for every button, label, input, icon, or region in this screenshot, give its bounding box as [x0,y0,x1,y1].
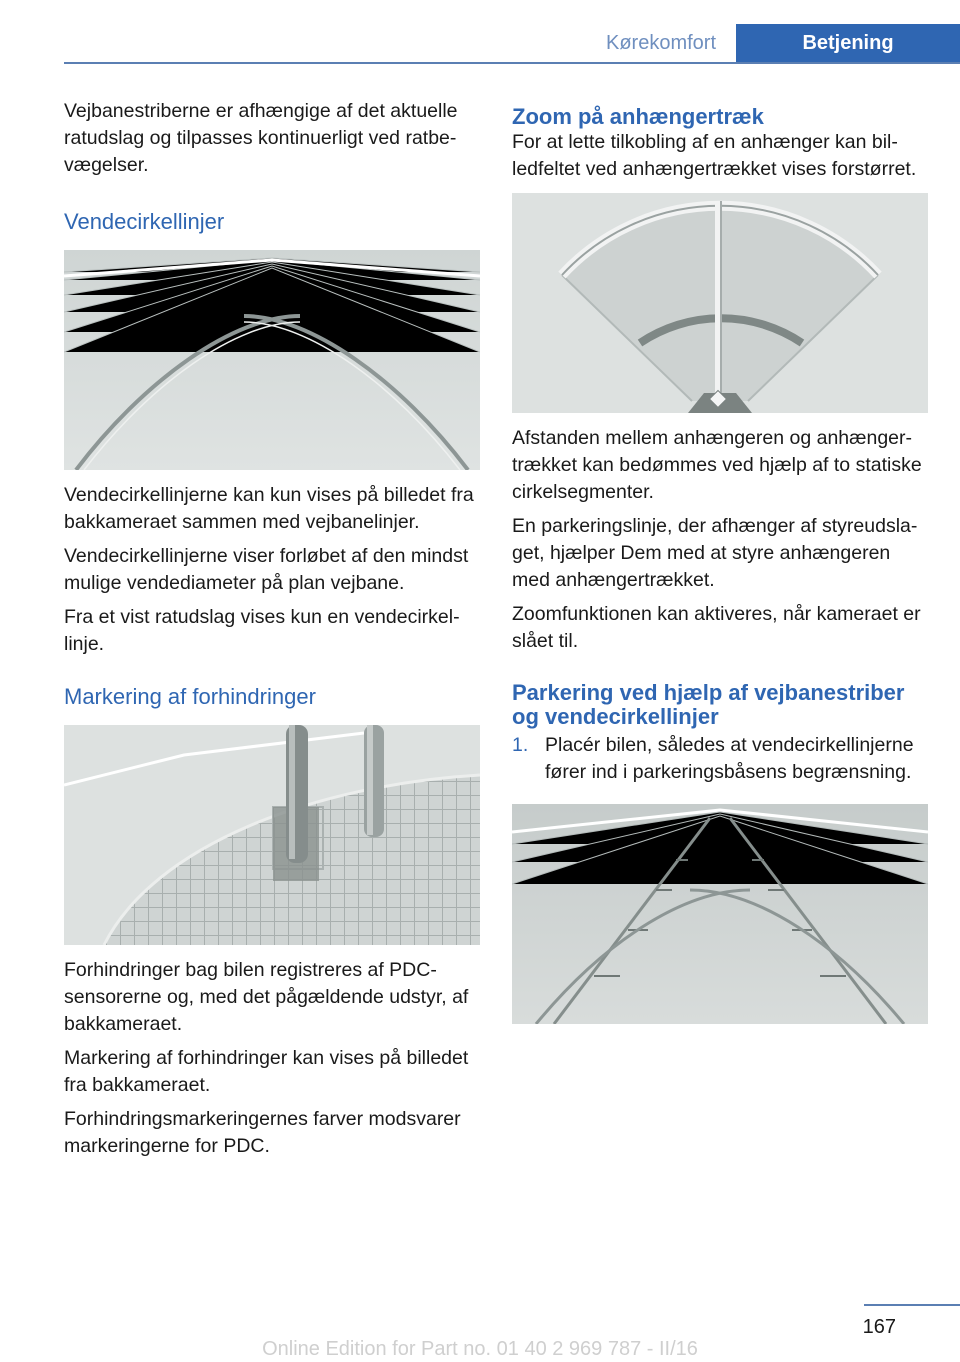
header-chapter-tab: Betjening [736,24,960,62]
edition-footer: Online Edition for Part no. 01 40 2 969 787 - II/16 [262,1338,698,1360]
intro-paragraph: Vejbanestriberne er afhængige af det aktuelle ratudslag og tilpasses kontinuerligt ved ratbevægelser. [64,100,458,176]
footer-rule [864,1304,960,1306]
turning-circle-paragraph: Fra et vist ratudslag vises kun en vendecirkellinje. [64,606,460,655]
turning-circle-paragraph: Vendecirkellinjerne kan kun vises på billedet fra bakkameraet sammen med vejbanelinjer. [64,484,474,533]
zoom-intro: For at lette tilkobling af en anhænger kan billedfeltet ved anhængertrækket vises forstørret. [512,131,917,180]
left-column [64,98,480,1167]
obstacle-marking-figure [64,725,480,945]
obstacle-marking-paragraph: Forhindringsmarkeringernes farver modsvarer markeringerne for PDC. [64,1108,461,1157]
zoom-paragraph: Afstanden mellem anhængeren og anhængertrækket kan bedømmes ved hjælp af to statiske cirkelsegmenter. [512,427,922,503]
trailer-hitch-zoom-figure [512,193,928,413]
turning-circle-paragraph: Vendecirkellinjerne viser forløbet af den mindst mulige vendediameter på plan vejbane. [64,545,469,594]
obstacle-marking-paragraph: Markering af forhindringer kan vises på billedet fra bakkameraet. [64,1047,469,1096]
header-rule [64,62,960,64]
parking-heading: Parkering ved hjælp af vejbanestriber og vendecirkellinjer [512,680,905,729]
list-item [512,732,928,786]
header-section-tab: Kørekomfort [605,32,717,54]
step-text: Placér bilen, således at vendecirkellinjerne fører ind i parkeringsbåsens begrænsning. [545,734,914,783]
turning-circle-heading: Vendecirkellinjer [64,209,225,234]
step-number: 1. [512,734,529,756]
zoom-heading: Zoom på anhængertræk [512,104,764,129]
parking-steps-list [512,732,928,786]
obstacle-marking-paragraph: Forhindringer bag bilen registreres af PDC-sensorerne og, med det pågældende udstyr, af bakkameraet. [64,959,469,1035]
parking-lines-figure [512,804,928,1024]
page-number: 167 [862,1316,896,1338]
obstacle-marking-heading: Markering af forhindringer [64,684,316,709]
zoom-paragraph: En parkeringslinje, der afhænger af styreudslaget, hjælper Dem med at styre anhængeren med anhængertrækket. [512,515,918,591]
right-column [512,98,928,1024]
zoom-paragraph: Zoomfunktionen kan aktiveres, når kameraet er slået til. [512,603,921,652]
turning-circle-lines-figure [64,250,480,470]
